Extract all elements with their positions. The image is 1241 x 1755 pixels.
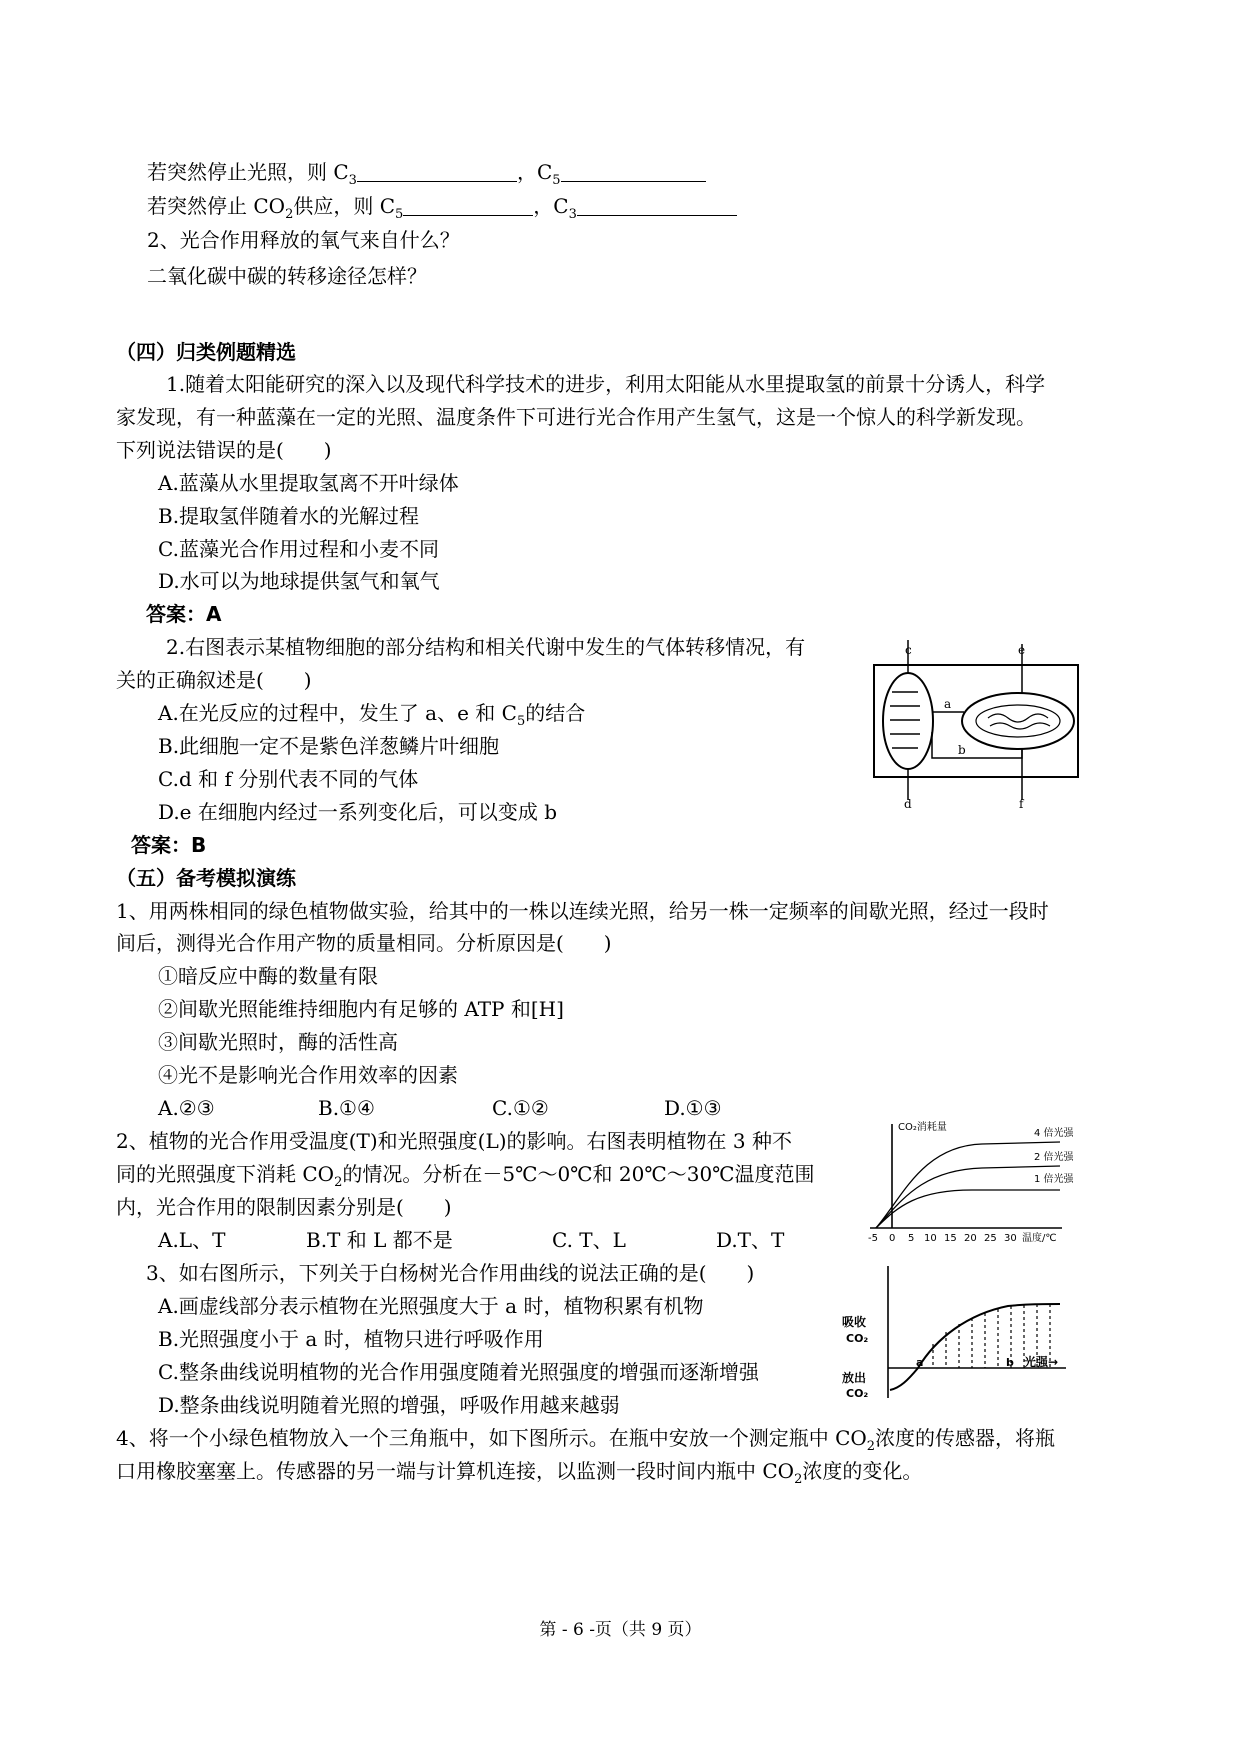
practice-1-choice-b: B.①④ [318,1096,375,1120]
label-f: f [1019,797,1024,810]
chloroplast [962,693,1074,749]
answer-blank[interactable] [577,195,737,216]
mitochondrion [883,673,933,769]
release-label: 放出 [842,1371,867,1385]
example-1-option-b: B.提取氢伴随着水的光解过程 [158,504,420,528]
practice-1-choice-c: C.①② [492,1096,549,1120]
y-axis-label: CO₂消耗量 [898,1122,947,1133]
cell-structure-diagram [868,640,1088,810]
practice-3-text: 3、如右图所示，下列关于白杨树光合作用曲线的说法正确的是( ) [146,1261,755,1285]
example-1-text: 1.随着太阳能研究的深入以及现代科学技术的进步，利用太阳能从水里提取氢的前景十分诱人，科学 [166,372,1046,396]
label-b: b [958,743,966,757]
section-title-5: （五）备考模拟演练 [116,866,296,890]
practice-3-option-a: A.画虚线部分表示植物在光照强度大于 a 时，植物积累有机物 [158,1294,704,1318]
temperature-co2-chart [862,1118,1088,1244]
practice-2-text: 内，光合作用的限制因素分别是( ) [116,1195,452,1219]
question-oxygen-source: 2、光合作用释放的氧气来自什么？ [147,228,460,252]
practice-1-text: 间后，测得光合作用产物的质量相同。分析原因是( ) [116,931,612,955]
example-1-option-d: D.水可以为地球提供氢气和氧气 [158,569,440,593]
mitochondrion-cristae [890,692,920,748]
practice-4-text: 口用橡胶塞塞上。传感器的另一端与计算机连接，以监测一段时间内瓶中 $CO_2$浓度的变化。 [116,1459,923,1487]
x-tick-label: 30 [1004,1233,1017,1244]
photosynthesis-curve [890,1304,1060,1390]
x-tick-label: 0 [889,1233,896,1244]
label-d: d [904,797,912,810]
answer-blank[interactable] [357,161,517,182]
co2-label: CO₂ [846,1332,869,1345]
practice-1-item: ④光不是影响光合作用效率的因素 [158,1063,458,1087]
series-4x-line [876,1142,1060,1228]
arrow-b [932,732,1022,758]
practice-2-choice-b: B.T 和 L 都不是 [306,1228,453,1252]
series-1x-label: 1 倍光强 [1034,1174,1074,1185]
practice-2-choice-d: D.T、T [716,1228,785,1252]
label-a: a [944,697,952,711]
practice-3-option-b: B.光照强度小于 a 时，植物只进行呼吸作用 [158,1327,544,1351]
example-2-text: 2.右图表示某植物细胞的部分结构和相关代谢中发生的气体转移情况，有 [166,635,806,659]
example-1-answer: 答案：A [146,602,222,626]
example-2-option-d: D.e 在细胞内经过一系列变化后，可以变成 b [158,800,558,824]
x-tick-label: 20 [964,1233,977,1244]
absorb-label: 吸收 [842,1315,867,1329]
practice-1-text: 1、用两株相同的绿色植物做实验，给其中的一株以连续光照，给另一株一定频率的间歇光照，经过一段时 [116,899,1049,923]
practice-3-option-c: C.整条曲线说明植物的光合作用强度随着光照强度的增强而逐渐增强 [158,1360,759,1384]
practice-3-option-d: D.整条曲线说明随着光照的增强，呼吸作用越来越弱 [158,1393,620,1417]
series-2x-line [876,1166,1060,1228]
example-1-option-a: A.蓝藻从水里提取氢离不开叶绿体 [158,471,459,495]
example-1-text: 下列说法错误的是( ) [116,438,332,462]
x-tick-label: 25 [984,1233,997,1244]
point-a-label: a [916,1356,924,1369]
page-footer: 第 - 6 -页（共 9 页） [539,1620,702,1640]
example-2-option-c: C.d 和 f 分别代表不同的气体 [158,767,419,791]
fill-question-co2-stop: 若突然停止 $CO_2$供应，则 $C_5$ ，$C_3$ [147,192,737,229]
series-2x-label: 2 倍光强 [1034,1152,1074,1163]
fill-question-light-stop: 若突然停止光照，则 $C_3$ ，$C_5$ [147,158,706,195]
answer-blank[interactable] [561,161,706,182]
practice-1-choice-a: A.②③ [158,1096,215,1120]
answer-blank[interactable] [403,195,533,216]
practice-2-choice-c: C. T、L [552,1228,626,1252]
practice-1-choice-d: D.①③ [664,1096,722,1120]
practice-4-text: 4、将一个小绿色植物放入一个三角瓶中，如下图所示。在瓶中安放一个测定瓶中 $CO_2$浓度的传感器，将瓶 [116,1426,1056,1454]
practice-1-item: ③间歇光照时，酶的活性高 [158,1030,398,1054]
example-1-option-c: C.蓝藻光合作用过程和小麦不同 [158,537,439,561]
example-2-answer: 答案：B [131,833,207,857]
practice-2-text: 2、植物的光合作用受温度(T)和光照强度(L)的影响。右图表明植物在 3 种不 [116,1129,792,1153]
example-2-option-a: A.在光反应的过程中，发生了 a、e 和 $C_5$的结合 [158,701,586,729]
example-2-option-b: B.此细胞一定不是紫色洋葱鳞片叶细胞 [158,734,500,758]
series-1x-line [876,1190,1060,1228]
example-1-text: 家发现，有一种蓝藻在一定的光照、温度条件下可进行光合作用产生氢气，这是一个惊人的科学新发现。 [116,405,1036,429]
x-axis-label: 光强→ [1024,1355,1059,1369]
chloroplast-inner [976,705,1060,737]
section-title-4: （四）归类例题精选 [116,340,296,364]
practice-2-choice-a: A.L、T [158,1228,226,1252]
x-axis-label: 温度/℃ [1022,1233,1057,1244]
thylakoid [988,714,1050,729]
question-carbon-pathway: 二氧化碳中碳的转移途径怎样？ [147,264,427,288]
label-e: e [1018,643,1026,657]
x-tick-label: 15 [944,1233,957,1244]
x-tick-label: 10 [924,1233,937,1244]
practice-1-item: ②间歇光照能维持细胞内有足够的 ATP 和[H] [158,997,564,1021]
co2-label: CO₂ [846,1387,869,1400]
example-2-text: 关的正确叙述是( ) [116,668,312,692]
x-tick-label: 5 [908,1233,915,1244]
point-b-label: b [1006,1356,1014,1369]
practice-1-item: ①暗反应中酶的数量有限 [158,964,378,988]
x-tick-label: -5 [868,1233,878,1244]
practice-2-text: 同的光照强度下消耗 $CO_2$的情况。分析在－5℃～0℃和 20℃～30℃温度范围 [116,1162,815,1190]
series-4x-label: 4 倍光强 [1034,1128,1074,1139]
label-c: c [905,643,912,657]
light-intensity-chart [838,1262,1070,1402]
